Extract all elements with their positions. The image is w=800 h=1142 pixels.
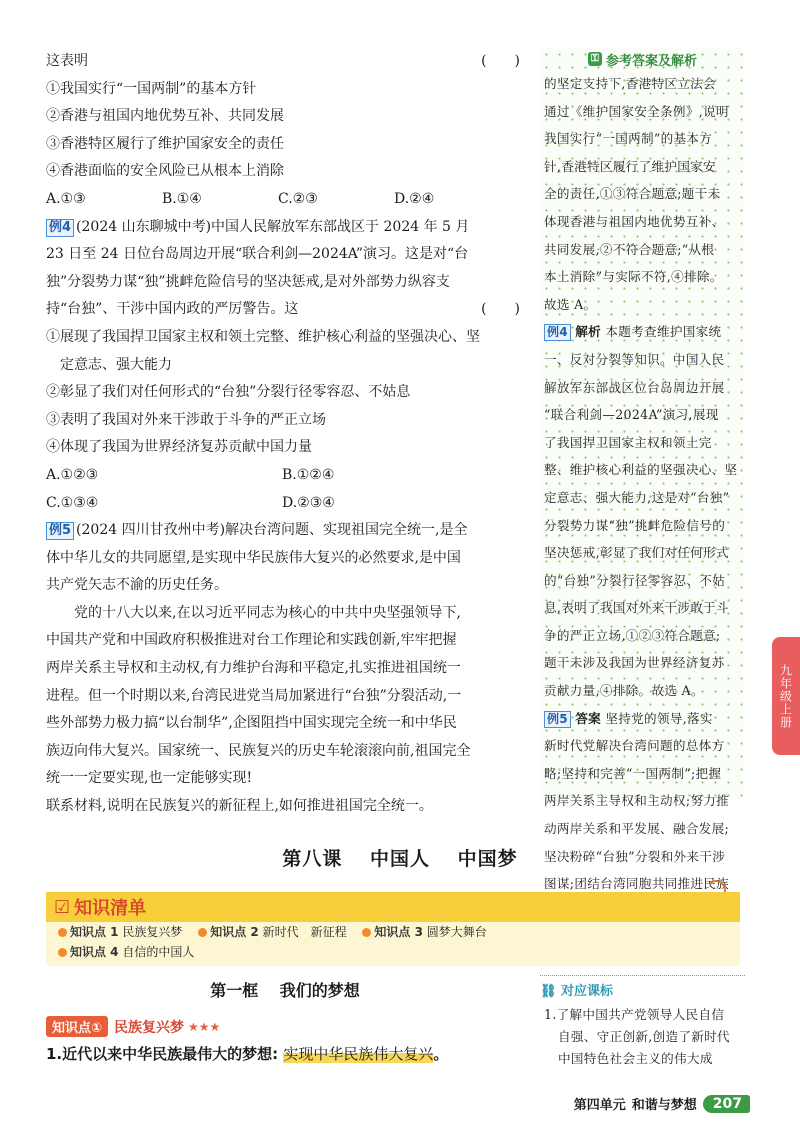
sidebar-line: 我国实行“一国两制”的基本方: [544, 131, 713, 147]
sidebar-line: 坚决惩戒,彰显了我们对任何形式: [544, 545, 729, 561]
ex4-text: (2024 山东聊城中考)中国人民解放军东部战区于 2024 年 5 月: [76, 218, 470, 235]
lesson-number: 第八课: [282, 848, 343, 870]
knowledge-question-1: [46, 1043, 448, 1064]
checkbox-icon: ☑: [54, 896, 71, 918]
knowledge-point-text: 自信的中国人: [122, 945, 195, 959]
sidebar-line: 新时代党解决台湾问题的总体方: [544, 738, 725, 754]
sidebar-line: 定意志、强大能力,这是对“台独”: [544, 489, 730, 505]
knowledge-point: [58, 925, 182, 939]
option-d: D.②③④: [282, 494, 335, 511]
ex4-options: [46, 462, 524, 490]
sidebar-line: 的“台独”分裂行径零容忍、不姑: [544, 572, 726, 588]
knowledge-point-text: 新时代 新征程: [262, 925, 347, 939]
option-b: B.①②④: [282, 466, 335, 483]
link-icon: ⛓: [540, 984, 557, 999]
ex4-item: ④体现了我国为世界经济复苏贡献中国力量: [46, 439, 312, 456]
lesson-title-part: 中国梦: [457, 848, 518, 870]
ex4-text: 持“台独”、干涉中国内政的严厉警告。这: [46, 301, 299, 318]
sidebar-line: 贡献力量,④排除。故选 A。: [544, 683, 704, 699]
ex5-para-line: 族迈向伟大复兴。国家统一、民族复兴的历史车轮滚滚向前,祖国完全: [46, 742, 471, 759]
knowledge-point-label: 知识点 2: [210, 925, 259, 939]
knowledge-row: [46, 922, 740, 942]
option-c: C.①③④: [46, 494, 99, 511]
sidebar-line: 动两岸关系和平发展、融合发展;: [544, 821, 730, 837]
sidebar-line: 通过《维护国家安全条例》,说明: [544, 103, 729, 119]
option-d: D.②④: [394, 190, 435, 207]
bullet-icon: [58, 928, 67, 937]
ex4-item: 定意志、强大能力: [60, 356, 172, 373]
example-4-tag: 例4: [544, 324, 571, 341]
option-b: B.①④: [162, 190, 202, 207]
ex4-line: [46, 296, 524, 324]
example-4-tag: 例4: [46, 219, 74, 237]
ex4-item: ①展现了我国捍卫国家主权和领土完整、维护核心利益的坚强决心、坚: [46, 328, 480, 345]
q3-item: ①我国实行“一国两制”的基本方针: [46, 80, 257, 97]
ex5-text: (2024 四川甘孜州中考)解决台湾问题、实现祖国完全统一,是全: [76, 522, 468, 539]
option-a: A.①③: [46, 190, 86, 207]
q3-item: ④香港面临的安全风险已从根本上消除: [46, 163, 284, 180]
sidebar-line: 了我国捍卫国家主权和领土完: [544, 434, 712, 450]
knowledge-point-text: 民族复兴梦: [122, 925, 183, 939]
page-number: 207: [703, 1095, 750, 1113]
ex4-options: [46, 490, 524, 518]
main-column: [46, 48, 524, 821]
answer-sidebar: [540, 48, 745, 892]
sidebar-text: 本题考查维护国家统: [605, 324, 722, 340]
sidebar-line: 图谋;团结台湾同胞共同推进民族: [544, 876, 730, 892]
ex4-item: ②彰显了我们对任何形式的“台独”分裂行径零容忍、不姑息: [46, 384, 411, 401]
sidebar-line: 息,表明了我国对外来干涉敢于斗: [544, 600, 729, 616]
ex5-line: 体中华儿女的共同愿望,是实现中华民族伟大复兴的必然要求,是中国: [46, 549, 461, 566]
sidebar-header-text: 参考答案及解析: [605, 53, 697, 69]
importance-stars-icon: ★★★: [188, 1019, 221, 1034]
sidebar-line: 本上消除”与实际不符,④排除。: [544, 269, 723, 285]
knowledge-point-label: 知识点 1: [70, 925, 119, 939]
option-a: A.①②③: [46, 466, 99, 483]
ex5-line: 共产党矢志不渝的历史任务。: [46, 577, 228, 594]
sidebar-line: [544, 705, 741, 733]
ex5-para-line: 统一一定要实现,也一定能够实现!: [46, 770, 253, 787]
ex5-para-line: 进程。但一个时期以来,台湾民进党当局加紧进行“台独”分裂活动,一: [46, 687, 462, 704]
answer-keyword: 答案: [575, 710, 602, 726]
standards-line: 中国特色社会主义的伟大成: [558, 1051, 713, 1066]
frame-title: [46, 978, 524, 1001]
knowledge-point-label: 知识点 4: [70, 945, 119, 959]
sidebar-line: 解放军东部战区位台岛周边开展: [544, 379, 725, 395]
lesson-title-part: 中国人: [369, 848, 430, 870]
sidebar-line: 体现香港与祖国内地优势互补、: [544, 213, 725, 229]
knowledge-list-title: 知识清单: [74, 898, 147, 919]
sidebar-line: 的坚定支持下,香港特区立法会: [544, 76, 716, 91]
ex5-question: 联系材料,说明在民族复兴的新征程上,如何推进祖国完全统一。: [46, 798, 433, 815]
knowledge-point: [58, 945, 194, 959]
q3-item: ②香港与祖国内地优势互补、共同发展: [46, 108, 284, 125]
ex4-line: [46, 214, 524, 242]
sidebar-line: 题干未涉及我国为世界经济复苏: [544, 655, 725, 671]
ex5-para-line: 中国共产党和中国政府积极推进对台工作理论和实践创新,牢牢把握: [46, 632, 457, 649]
answer-blank: ( ): [481, 301, 520, 318]
q3-stem-line: [46, 48, 524, 76]
q3-item: ③香港特区履行了维护国家安全的责任: [46, 135, 284, 152]
bullet-icon: [198, 928, 207, 937]
ex5-para-line: 党的十八大以来,在以习近平同志为核心的中共中央坚强领导下,: [74, 604, 461, 621]
knowledge-point: [362, 925, 486, 939]
knowledge-list-box: [46, 892, 740, 966]
standards-line: 1.了解中国共产党领导人民自信: [544, 1007, 725, 1022]
lesson-title: [0, 844, 800, 871]
example-5-tag: 例5: [544, 711, 571, 728]
knowledge-point: [198, 925, 346, 939]
sidebar-line: 针,香港特区履行了维护国家安: [544, 158, 716, 174]
knowledge-row: [46, 942, 740, 962]
ex5-para-line: 两岸关系主导权和主动权,有力维护台海和平稳定,扎实推进祖国统一: [46, 660, 461, 677]
curriculum-standards-box: [540, 975, 745, 1070]
curriculum-standards-title: 对应课标: [561, 984, 614, 999]
sidebar-line: 一、反对分裂等知识。中国人民: [544, 351, 725, 367]
knowledge-point-name: 民族复兴梦: [114, 1019, 185, 1036]
sidebar-line: 故选 A。: [544, 296, 597, 312]
sidebar-line: 争的严正立场,①②③符合题意;: [544, 627, 721, 643]
sidebar-line: 整、维护核心利益的坚强决心、坚: [544, 462, 738, 478]
curriculum-standards-body: [540, 1000, 745, 1070]
ex4-item: ③表明了我国对外来干涉敢于斗争的严正立场: [46, 411, 326, 428]
knowledge-point-1-header: [46, 1016, 220, 1037]
q3-options: [46, 186, 524, 214]
grade-edge-tab: 九年级上册: [772, 637, 800, 755]
sidebar-line: “联合利剑—2024A”演习,展现: [544, 407, 719, 423]
highlighted-answer: 实现中华民族伟大复兴: [283, 1045, 434, 1063]
sidebar-line: 共同发展,②不符合题意;“从根: [544, 241, 715, 257]
answer-blank: ( ): [481, 53, 520, 69]
sidebar-line: 坚决粉碎“台独”分裂和外来干涉: [544, 848, 726, 864]
curriculum-standards-header: [540, 975, 745, 1000]
sidebar-line: 全的责任,①③符合题意;题干未: [544, 186, 721, 202]
bullet-icon: [58, 948, 67, 957]
sidebar-body: [540, 70, 745, 925]
sidebar-line: [544, 318, 741, 346]
ex5-line: [46, 517, 524, 545]
example-5-tag: 例5: [46, 522, 74, 540]
sidebar-line: 分裂势力谋“独”挑衅危险信号的: [544, 517, 726, 533]
frame-name: 我们的梦想: [279, 981, 360, 1000]
ex4-line: 独”分裂势力谋“独”挑衅危险信号的坚决惩戒,是对外部势力纵容支: [46, 273, 450, 290]
ex5-para-line: 些外部势力极力搞“以台制华”,企图阻挡中国实现完全统一和中华民: [46, 715, 457, 732]
frame-number: 第一框: [210, 981, 259, 1000]
key-icon: ⚿: [588, 52, 602, 66]
knowledge-point-label: 知识点 3: [374, 925, 423, 939]
question-end: 。: [433, 1045, 449, 1063]
knowledge-list-header: [46, 892, 740, 922]
sidebar-text: 坚持党的领导,落实: [605, 710, 713, 726]
question-label: 1.近代以来中华民族最伟大的梦想:: [46, 1045, 279, 1063]
knowledge-point-pill: 知识点①: [46, 1016, 108, 1037]
standards-line: 自强、守正创新,创造了新时代: [558, 1029, 730, 1044]
knowledge-point-text: 圆梦大舞台: [426, 925, 487, 939]
sidebar-line: 略;坚持和完善“一国两制”;把握: [544, 765, 722, 781]
unit-title: 和谐与梦想: [631, 1098, 697, 1113]
unit-label: 第四单元: [573, 1098, 626, 1113]
q3-stem: 这表明: [46, 53, 88, 69]
analysis-keyword: 解析: [575, 324, 602, 340]
page-footer: [574, 1094, 750, 1113]
bullet-icon: [362, 928, 371, 937]
sidebar-header: [540, 48, 745, 70]
ex4-line: 23 日至 24 日位台岛周边开展“联合利剑—2024A”演习。这是对“台: [46, 246, 469, 263]
option-c: C.②③: [278, 190, 318, 207]
sidebar-line: 两岸关系主导权和主动权;努力推: [544, 793, 730, 809]
